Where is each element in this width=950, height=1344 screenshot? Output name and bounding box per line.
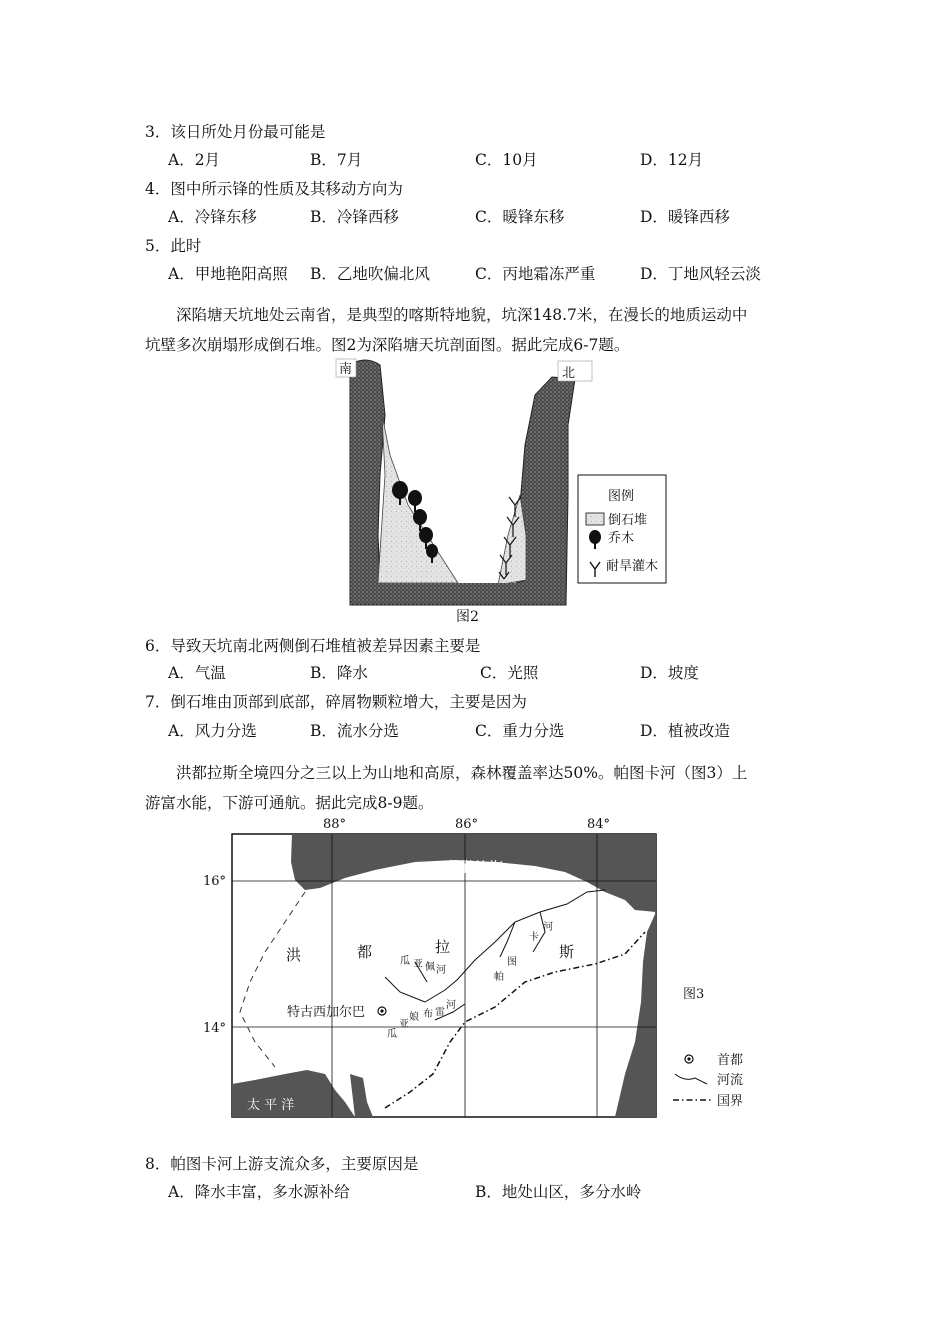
q6-stem: 6．导致天坑南北两侧倒石堆植被差异因素主要是	[145, 637, 481, 655]
q4-option-d[interactable]: D．暖锋西移	[640, 208, 730, 226]
q3-option-d[interactable]: D．12月	[640, 151, 704, 169]
q5-option-a[interactable]: A．甲地艳阳高照	[168, 265, 288, 283]
q6-option-b[interactable]: B．降水	[310, 664, 368, 682]
passage2-line1: 洪都拉斯全境四分之三以上为山地和高原，森林覆盖率达50%。帕图卡河（图3）上	[176, 764, 748, 782]
q7-option-d[interactable]: D．植被改造	[640, 722, 730, 740]
country-char-4: 斯	[559, 943, 575, 961]
country-char-1: 洪	[286, 946, 302, 964]
south-label: 南	[339, 362, 353, 377]
legend-rubble: 倒石堆	[608, 513, 648, 528]
legend-title: 图例	[608, 489, 635, 504]
q3-stem: 3．该日所处月份最可能是	[145, 123, 326, 141]
lon-84-label: 84°	[587, 817, 611, 832]
q4-option-b[interactable]: B．冷锋西移	[310, 208, 399, 226]
river-char: 河	[446, 1000, 456, 1011]
q3-option-c[interactable]: C．10月	[475, 151, 538, 169]
legend-river: 河流	[717, 1073, 744, 1088]
q6-option-d[interactable]: D．坡度	[640, 664, 699, 682]
country-char-2: 都	[357, 943, 373, 961]
legend-tree: 乔木	[608, 531, 635, 546]
figure2-sinkhole-profile	[330, 355, 675, 630]
legend-border: 国界	[717, 1094, 744, 1109]
river-char: 帕	[494, 972, 504, 983]
river-char: 娘	[409, 1012, 419, 1023]
north-label: 北	[562, 366, 576, 381]
lat-14-label: 14°	[203, 1021, 227, 1036]
figure3-caption: 图3	[683, 987, 705, 1002]
river-char: 卡	[529, 932, 539, 943]
q5-stem: 5．此时	[145, 237, 202, 255]
lon-88-label: 88°	[323, 817, 347, 832]
river-legend-icon	[675, 1074, 707, 1084]
q4-stem: 4．图中所示锋的性质及其移动方向为	[145, 180, 403, 198]
q6-option-a[interactable]: A．气温	[168, 664, 226, 682]
passage2-line2: 游富水能，下游可通航。据此完成8-9题。	[145, 794, 434, 812]
country-char-3: 拉	[435, 938, 451, 956]
figure2-caption: 图2	[456, 609, 479, 625]
q8-option-b[interactable]: B．地处山区，多分水岭	[475, 1183, 642, 1201]
river-char: 瓜	[400, 956, 410, 967]
legend-shrub: 耐旱灌木	[606, 559, 659, 574]
capital-label: 特古西加尔巴	[287, 1005, 366, 1020]
river-char: 亚	[399, 1019, 409, 1030]
river-char: 河	[436, 965, 446, 976]
rubble-swatch-icon	[586, 513, 604, 525]
legend-capital: 首都	[717, 1053, 744, 1068]
pacific-label: 太 平 洋	[247, 1098, 295, 1113]
q7-stem: 7．倒石堆由顶部到底部，碎屑物颗粒增大，主要是因为	[145, 693, 527, 711]
q3-option-a[interactable]: A．2月	[168, 151, 221, 169]
q5-option-d[interactable]: D．丁地风轻云淡	[640, 265, 761, 283]
river-char: 图	[507, 957, 517, 968]
river-char: 亚	[413, 959, 423, 970]
figure3-honduras-map	[195, 812, 765, 1124]
q7-option-c[interactable]: C．重力分选	[475, 722, 565, 740]
q6-option-c[interactable]: C．光照	[480, 664, 539, 682]
river-char: 佩	[425, 962, 435, 973]
river-char: 瓜	[387, 1029, 397, 1040]
q4-option-a[interactable]: A．冷锋东移	[168, 208, 257, 226]
q7-option-b[interactable]: B．流水分选	[310, 722, 399, 740]
q5-option-c[interactable]: C．丙地霜冻严重	[475, 265, 596, 283]
caribbean-sea-label: 加勒比海	[447, 860, 503, 876]
q4-option-c[interactable]: C．暖锋东移	[475, 208, 565, 226]
q5-option-b[interactable]: B．乙地吹偏北风	[310, 265, 430, 283]
river-char: 河	[543, 922, 553, 933]
lon-86-label: 86°	[455, 817, 479, 832]
passage1-line2: 坑壁多次崩塌形成倒石堆。图2为深陷塘天坑剖面图。据此完成6-7题。	[145, 336, 630, 354]
q3-option-b[interactable]: B．7月	[310, 151, 363, 169]
passage1-line1: 深陷塘天坑地处云南省，是典型的喀斯特地貌，坑深148.7米，在漫长的地质运动中	[176, 306, 748, 324]
lat-16-label: 16°	[203, 874, 227, 889]
q8-option-a[interactable]: A．降水丰富，多水源补给	[168, 1183, 350, 1201]
q7-option-a[interactable]: A．风力分选	[168, 722, 257, 740]
q8-stem: 8．帕图卡河上游支流众多，主要原因是	[145, 1155, 419, 1173]
river-char: 布	[423, 1009, 433, 1020]
river-char: 雷	[435, 1007, 445, 1018]
